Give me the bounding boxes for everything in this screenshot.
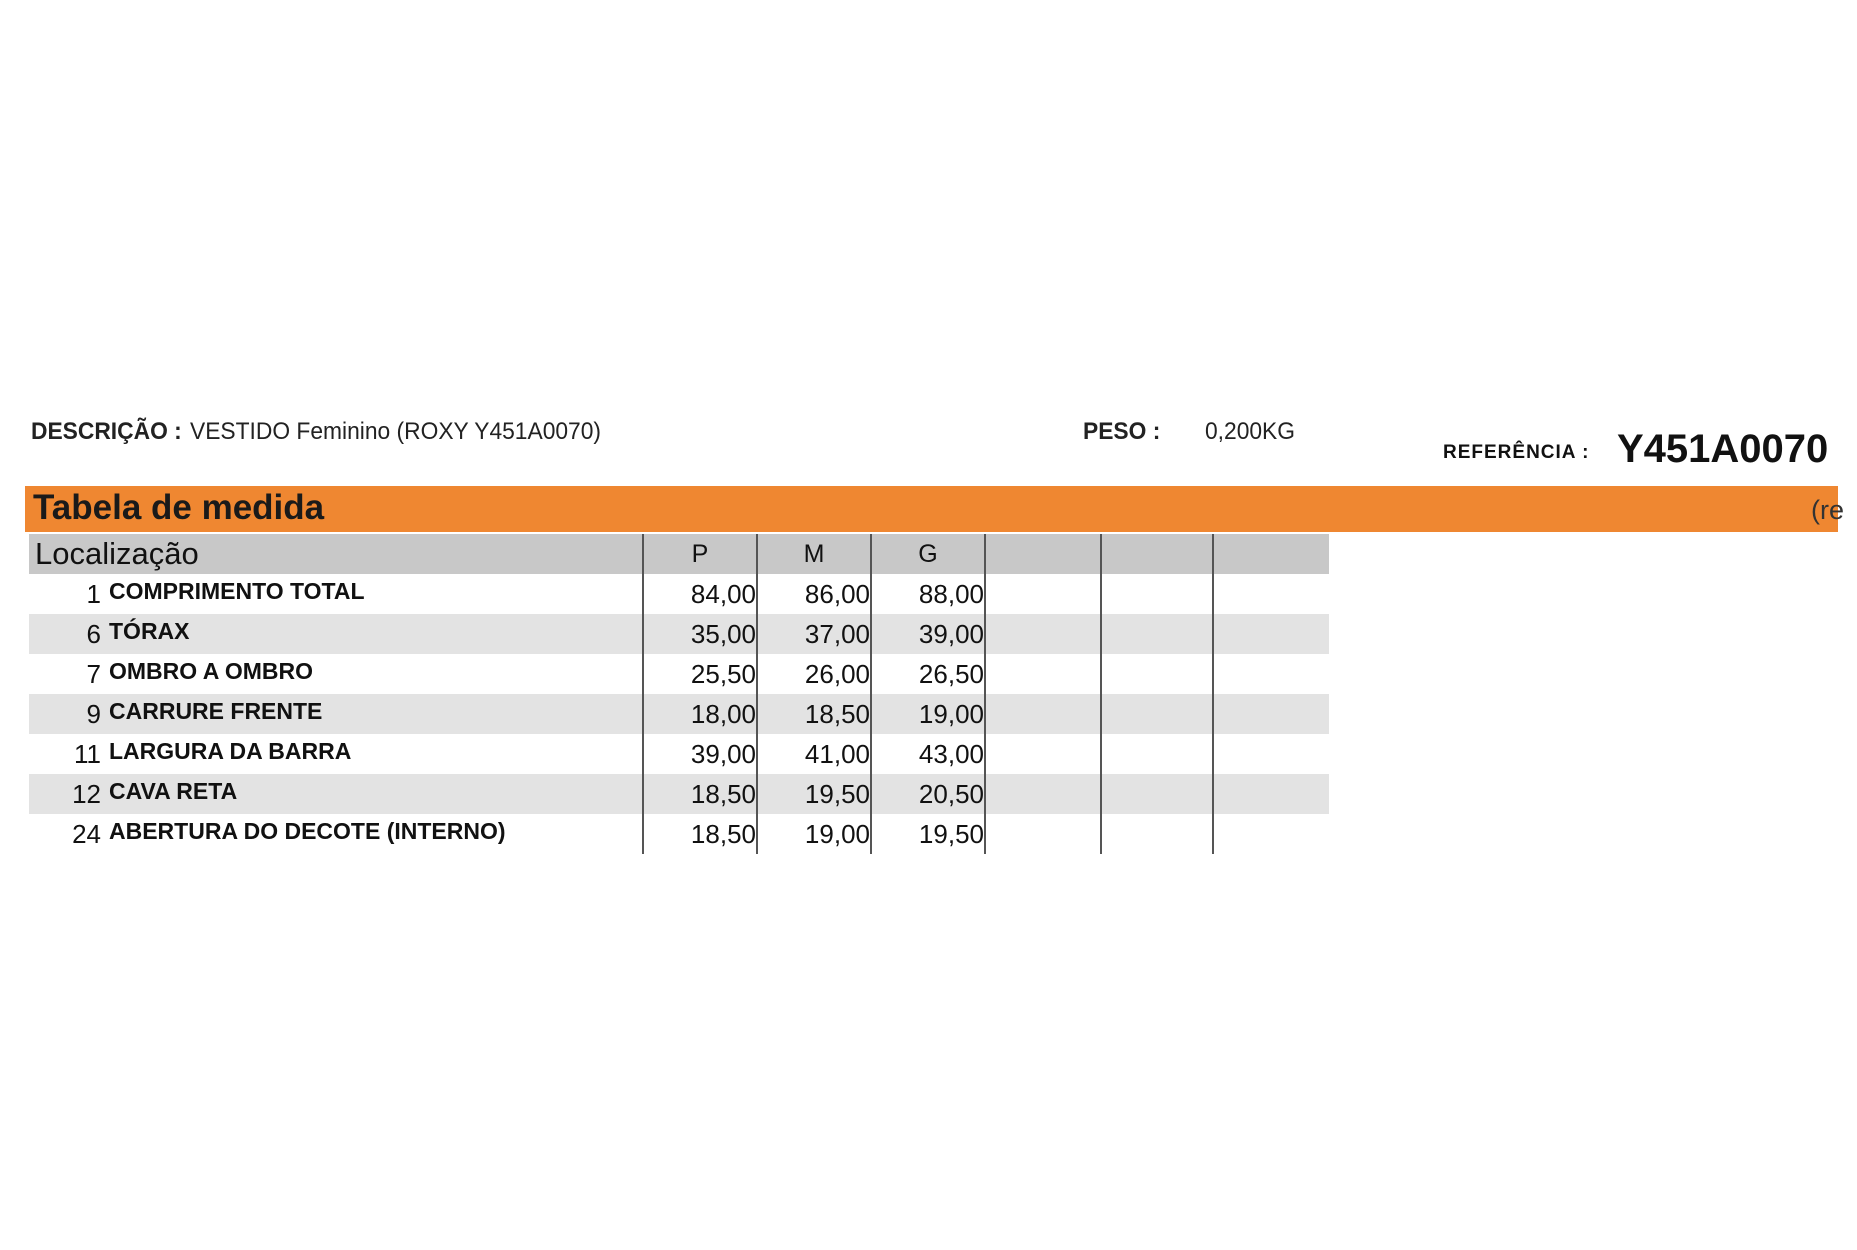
empty-cell bbox=[1213, 614, 1329, 654]
row-number: 11 bbox=[74, 738, 101, 769]
empty-cell bbox=[985, 654, 1101, 694]
row-label: TÓRAX bbox=[109, 617, 190, 644]
empty-cell bbox=[1213, 774, 1329, 814]
value-cell-g: 39,00 bbox=[871, 614, 985, 654]
referencia-value: Y451A0070 bbox=[1617, 427, 1829, 471]
value-cell-g: 20,50 bbox=[871, 774, 985, 814]
empty-cell bbox=[1213, 694, 1329, 734]
size-header-empty bbox=[1213, 534, 1329, 574]
empty-cell bbox=[985, 614, 1101, 654]
descricao-label: DESCRIÇÃO : bbox=[31, 418, 182, 445]
row-label: CARRURE FRENTE bbox=[109, 697, 323, 724]
empty-cell bbox=[985, 574, 1101, 614]
value-cell-p: 25,50 bbox=[643, 654, 757, 694]
section-title-bar bbox=[25, 486, 1844, 532]
size-header-g: G bbox=[871, 534, 985, 574]
value-cell-m: 41,00 bbox=[757, 734, 871, 774]
table-header-row bbox=[29, 534, 1329, 574]
location-cell bbox=[29, 654, 643, 694]
location-cell bbox=[29, 574, 643, 614]
row-number: 9 bbox=[86, 698, 101, 729]
row-number: 7 bbox=[86, 658, 101, 689]
value-cell-p: 18,50 bbox=[643, 814, 757, 854]
value-cell-p: 18,00 bbox=[643, 694, 757, 734]
value-cell-g: 43,00 bbox=[871, 734, 985, 774]
section-title: Tabela de medida bbox=[33, 488, 325, 527]
row-number: 24 bbox=[72, 818, 101, 849]
empty-cell bbox=[1101, 614, 1213, 654]
row-label: ABERTURA DO DECOTE (INTERNO) bbox=[109, 817, 506, 844]
clipped-header-line bbox=[0, 410, 1857, 445]
size-header-empty bbox=[985, 534, 1101, 574]
row-number: 12 bbox=[72, 778, 101, 809]
table-row bbox=[29, 814, 1329, 854]
value-cell-m: 26,00 bbox=[757, 654, 871, 694]
section-note: (re bbox=[1811, 495, 1844, 525]
size-header-m: M bbox=[757, 534, 871, 574]
empty-cell bbox=[1101, 654, 1213, 694]
table-row bbox=[29, 734, 1329, 774]
value-cell-p: 35,00 bbox=[643, 614, 757, 654]
table-row bbox=[29, 694, 1329, 734]
value-cell-m: 37,00 bbox=[757, 614, 871, 654]
value-cell-p: 39,00 bbox=[643, 734, 757, 774]
empty-cell bbox=[1101, 574, 1213, 614]
empty-cell bbox=[1213, 574, 1329, 614]
value-cell-m: 19,50 bbox=[757, 774, 871, 814]
table-row bbox=[29, 614, 1329, 654]
row-label: LARGURA DA BARRA bbox=[109, 737, 352, 764]
value-cell-g: 19,00 bbox=[871, 694, 985, 734]
table-row bbox=[29, 574, 1329, 614]
row-label: CAVA RETA bbox=[109, 777, 238, 804]
location-header: Localização bbox=[29, 534, 643, 574]
location-cell bbox=[29, 774, 643, 814]
value-cell-p: 84,00 bbox=[643, 574, 757, 614]
empty-cell bbox=[985, 814, 1101, 854]
empty-cell bbox=[985, 694, 1101, 734]
peso-value: 0,200KG bbox=[1205, 418, 1295, 445]
value-cell-m: 19,00 bbox=[757, 814, 871, 854]
measurement-table bbox=[29, 534, 1329, 854]
empty-cell bbox=[985, 774, 1101, 814]
empty-cell bbox=[1101, 734, 1213, 774]
empty-cell bbox=[1213, 814, 1329, 854]
row-label: COMPRIMENTO TOTAL bbox=[109, 577, 365, 604]
row-number: 1 bbox=[86, 578, 101, 609]
value-cell-m: 18,50 bbox=[757, 694, 871, 734]
value-cell-g: 19,50 bbox=[871, 814, 985, 854]
referencia-label: REFERÊNCIA : bbox=[1443, 442, 1590, 463]
empty-cell bbox=[1101, 814, 1213, 854]
empty-cell bbox=[1213, 654, 1329, 694]
value-cell-p: 18,50 bbox=[643, 774, 757, 814]
location-cell bbox=[29, 694, 643, 734]
empty-cell bbox=[985, 734, 1101, 774]
size-header-empty bbox=[1101, 534, 1213, 574]
location-cell bbox=[29, 614, 643, 654]
location-cell bbox=[29, 734, 643, 774]
row-label: OMBRO A OMBRO bbox=[109, 657, 314, 684]
table-row bbox=[29, 774, 1329, 814]
value-cell-g: 26,50 bbox=[871, 654, 985, 694]
size-header-p: P bbox=[643, 534, 757, 574]
value-cell-m: 86,00 bbox=[757, 574, 871, 614]
peso-label: PESO : bbox=[1083, 418, 1161, 445]
table-row bbox=[29, 654, 1329, 694]
value-cell-g: 88,00 bbox=[871, 574, 985, 614]
location-cell bbox=[29, 814, 643, 854]
empty-cell bbox=[1101, 694, 1213, 734]
empty-cell bbox=[1213, 734, 1329, 774]
row-number: 6 bbox=[86, 618, 101, 649]
empty-cell bbox=[1101, 774, 1213, 814]
descricao-value: VESTIDO Feminino (ROXY Y451A0070) bbox=[190, 418, 602, 445]
